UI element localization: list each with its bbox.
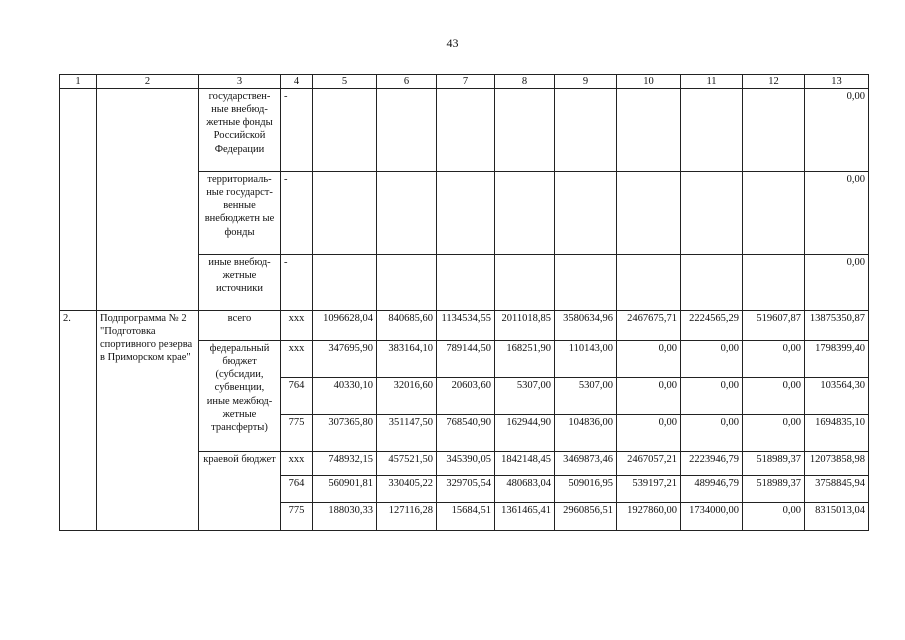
table-cell: 345390,05 [437, 452, 495, 476]
table-cell: 5307,00 [495, 378, 555, 415]
col-header: 12 [743, 75, 805, 89]
table-cell: 307365,80 [313, 415, 377, 452]
table-cell: 188030,33 [313, 503, 377, 531]
table-cell: 2223946,79 [681, 452, 743, 476]
table-cell: 351147,50 [377, 415, 437, 452]
table-cell: 168251,90 [495, 341, 555, 378]
table-cell: 748932,15 [313, 452, 377, 476]
table-cell: 329705,54 [437, 476, 495, 503]
table-cell [617, 172, 681, 255]
table-cell: 12073858,98 [805, 452, 869, 476]
table-cell [495, 172, 555, 255]
table-cell: 1361465,41 [495, 503, 555, 531]
table-cell: 840685,60 [377, 311, 437, 341]
table-cell: 8315013,04 [805, 503, 869, 531]
table-cell [377, 255, 437, 311]
table-cell: 3580634,96 [555, 311, 617, 341]
table-cell: 519607,87 [743, 311, 805, 341]
table-cell: 0,00 [617, 341, 681, 378]
col-header: 2 [97, 75, 199, 89]
source-label: государствен-ные внебюд-жетные фонды Российской Федерации [199, 89, 281, 172]
table-cell: 0,00 [681, 378, 743, 415]
table-cell: 1694835,10 [805, 415, 869, 452]
col-header: 9 [555, 75, 617, 89]
table-cell [617, 89, 681, 172]
table-cell: 330405,22 [377, 476, 437, 503]
table-cell: 768540,90 [437, 415, 495, 452]
table-cell [681, 255, 743, 311]
table-cell: 0,00 [805, 255, 869, 311]
table-cell [743, 89, 805, 172]
col-header: 5 [313, 75, 377, 89]
table-cell: - [281, 172, 313, 255]
table-cell: 1096628,04 [313, 311, 377, 341]
table-cell: 0,00 [805, 172, 869, 255]
table-cell: 480683,04 [495, 476, 555, 503]
table-cell: 775 [281, 503, 313, 531]
col-header: 8 [495, 75, 555, 89]
source-label: федеральный бюджет (субсидии, субвенции, иные межбюд-жетные трансферты) [199, 341, 281, 452]
table-cell [617, 255, 681, 311]
header-row [60, 75, 869, 89]
table-cell [313, 255, 377, 311]
table-cell: 560901,81 [313, 476, 377, 503]
table-cell: 775 [281, 415, 313, 452]
table-cell: 3469873,46 [555, 452, 617, 476]
table-cell: - [281, 89, 313, 172]
table-cell: 764 [281, 378, 313, 415]
table-cell [437, 89, 495, 172]
table-cell [555, 255, 617, 311]
table-cell: 2011018,85 [495, 311, 555, 341]
table-cell: 0,00 [681, 415, 743, 452]
table-row [60, 89, 869, 172]
table-cell: 2467057,21 [617, 452, 681, 476]
table-cell: 1798399,40 [805, 341, 869, 378]
col-header: 13 [805, 75, 869, 89]
table-cell: 5307,00 [555, 378, 617, 415]
table-cell: 2224565,29 [681, 311, 743, 341]
table-cell: 0,00 [743, 378, 805, 415]
table-cell: 518989,37 [743, 476, 805, 503]
table-cell: 0,00 [743, 415, 805, 452]
table-cell: 764 [281, 476, 313, 503]
table-cell [313, 89, 377, 172]
col-header: 11 [681, 75, 743, 89]
table-cell: 32016,60 [377, 378, 437, 415]
table-cell: 2467675,71 [617, 311, 681, 341]
table-cell: ххх [281, 341, 313, 378]
table-cell: 1734000,00 [681, 503, 743, 531]
table-cell: 15684,51 [437, 503, 495, 531]
table-cell [377, 172, 437, 255]
table-cell: 103564,30 [805, 378, 869, 415]
table-cell [555, 89, 617, 172]
source-label: территориаль-ные государст-венные внебюджетн ые фонды [199, 172, 281, 255]
table-cell [313, 172, 377, 255]
table-cell [743, 172, 805, 255]
table-cell: 104836,00 [555, 415, 617, 452]
table-cell [495, 255, 555, 311]
col-header: 7 [437, 75, 495, 89]
source-label: всего [199, 311, 281, 341]
table-cell [60, 89, 97, 311]
col-header: 4 [281, 75, 313, 89]
table-cell: 539197,21 [617, 476, 681, 503]
table-cell [743, 255, 805, 311]
table-cell: 110143,00 [555, 341, 617, 378]
table-cell: 127116,28 [377, 503, 437, 531]
source-label: краевой бюджет [199, 452, 281, 531]
table-cell [681, 89, 743, 172]
col-header: 10 [617, 75, 681, 89]
table-cell: 0,00 [681, 341, 743, 378]
table-cell: ххх [281, 452, 313, 476]
table-cell: 0,00 [743, 341, 805, 378]
table-cell: 518989,37 [743, 452, 805, 476]
table-cell: - [281, 255, 313, 311]
table-cell [437, 255, 495, 311]
table-cell: 40330,10 [313, 378, 377, 415]
table-cell: 0,00 [805, 89, 869, 172]
table-cell [97, 89, 199, 311]
table-cell: 1134534,55 [437, 311, 495, 341]
budget-table [59, 74, 869, 531]
col-header: 1 [60, 75, 97, 89]
source-label: иные внебюд-жетные источники [199, 255, 281, 311]
table-cell: 383164,10 [377, 341, 437, 378]
table-cell: 13875350,87 [805, 311, 869, 341]
table-cell: 347695,90 [313, 341, 377, 378]
table-cell: 1842148,45 [495, 452, 555, 476]
table-cell: 2960856,51 [555, 503, 617, 531]
table-cell: 457521,50 [377, 452, 437, 476]
table-cell: 1927860,00 [617, 503, 681, 531]
table-cell [377, 89, 437, 172]
row-number: 2. [60, 311, 97, 531]
col-header: 6 [377, 75, 437, 89]
table-cell: 0,00 [617, 378, 681, 415]
subprogram-name: Подпрограмма № 2 "Подготовка спортивного резерва в Приморском крае" [97, 311, 199, 531]
table-cell: 0,00 [743, 503, 805, 531]
page-number: 43 [446, 36, 459, 50]
col-header: 3 [199, 75, 281, 89]
table-cell [681, 172, 743, 255]
table-cell [437, 172, 495, 255]
table-cell: ххх [281, 311, 313, 341]
table-cell: 3758845,94 [805, 476, 869, 503]
table-cell: 162944,90 [495, 415, 555, 452]
table-cell: 0,00 [617, 415, 681, 452]
table-cell: 789144,50 [437, 341, 495, 378]
table-cell [495, 89, 555, 172]
table-cell: 489946,79 [681, 476, 743, 503]
table-row [60, 311, 869, 341]
table-cell: 20603,60 [437, 378, 495, 415]
table-cell [555, 172, 617, 255]
table-cell: 509016,95 [555, 476, 617, 503]
